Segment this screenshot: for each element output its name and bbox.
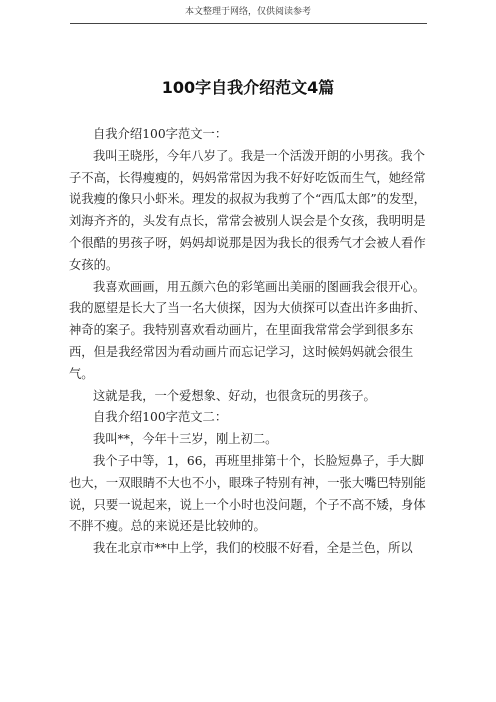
document-body bbox=[69, 124, 430, 560]
paragraph: 我在北京市**中上学，我们的校服不好看，全是兰色，所以 bbox=[93, 541, 413, 556]
header-note: 本文整理于网络，仅供阅读参考 bbox=[184, 7, 311, 17]
paragraph: 我喜欢画画，用五颜六色的彩笔画出美丽的图画我会很开心。我的愿望是长大了当一名大侦探，因为大侦探可以查出许多曲折、神奇的案子。我特别喜欢看动画片，在里面我常常会学到很多东西，但是我经常因为看动画片而忘记学习，这时候妈妈就会很生气。 bbox=[69, 279, 426, 381]
paragraph: 我个子中等，1，66，再班里排第十个，长脸短鼻子，手大脚也大，一双眼睛不大也不小，眼珠子特别有神，一张大嘴巴特别能说，只要一说起来，说上一个小时也没问题，个子不高不矮，身体不胖不瘦。总的来说还是比较帅的。 bbox=[69, 453, 426, 534]
paragraph: 我叫**，今年十三岁，刚上初二。 bbox=[93, 432, 278, 447]
paragraph: 我叫王晓彤，今年八岁了。我是一个活泼开朗的小男孩。我个子不高，长得瘦瘦的，妈妈常常因为我不好好吃饭而生气，她经常说我瘦的像只小虾米。理发的叔叔为我剪了个“西瓜太郎”的发型，刘海齐齐的，头发有点长，常常会被别人误会是个女孩，我明明是个很酷的男孩子呀，妈妈却说那是因为我长的很秀气才会被人看作女孩的。 bbox=[69, 148, 426, 272]
paragraph: 这就是我，一个爱想象、好动，也很贪玩的男孩子。 bbox=[93, 388, 376, 403]
paragraph: 自我介绍100字范文一： bbox=[93, 127, 228, 141]
document-title: 100字自我介绍范文4篇 bbox=[161, 78, 335, 97]
paragraph: 自我介绍100字范文二： bbox=[93, 410, 228, 425]
header-rule bbox=[70, 23, 427, 24]
